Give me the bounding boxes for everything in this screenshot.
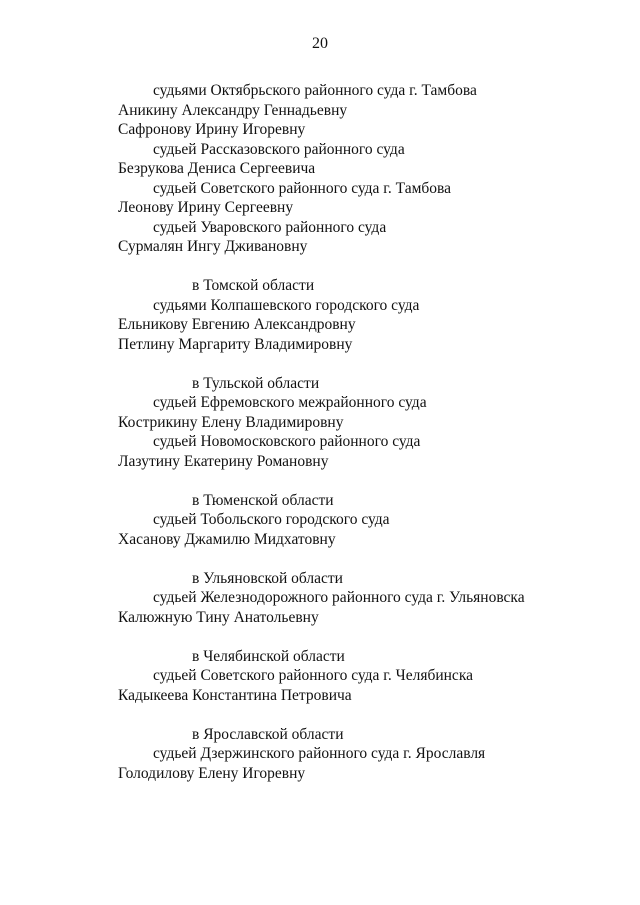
court-position-line: судьей Ефремовского межрайонного суда (153, 394, 427, 411)
judge-name-line: Кадыкеева Константина Петровича (118, 686, 352, 704)
appointment-section (0, 549, 640, 627)
court-position-line: судьями Октябрьского районного суда г. Тамбова (153, 82, 477, 99)
page-number: 20 (312, 35, 328, 52)
court-position-line: судьей Уваровского районного суда (153, 218, 387, 236)
section-spacer (0, 627, 640, 647)
judge-name-line: Сафронову Ирину Игоревну (118, 121, 306, 138)
court-position-line: судьей Советского районного суда г. Челябинска (153, 667, 473, 684)
region-heading: в Ярославской области (192, 725, 344, 743)
region-heading: в Томской области (192, 277, 315, 294)
court-position-line: судьей Дзержинского районного суда г. Ярославля (153, 745, 486, 762)
judge-name-line: Калюжную Тину Анатольевну (118, 608, 319, 626)
appointment-section (0, 471, 640, 549)
court-position-line: судьей Железнодорожного районного суда г. Ульяновска (153, 589, 525, 606)
judge-name-line: Петлину Маргариту Владимировну (118, 335, 353, 353)
judge-name-line: Лазутину Екатерину Романовну (118, 452, 329, 470)
judge-name-line: Леонову Ирину Сергеевну (118, 199, 294, 216)
court-position-line: судьей Новомосковского районного суда (153, 433, 421, 450)
judge-name-line: Ельникову Евгению Александровну (118, 316, 356, 333)
judge-name-line: Хасанову Джамилю Мидхатовну (118, 530, 336, 548)
region-heading: в Ульяновской области (192, 569, 343, 587)
judge-name-line: Сурмалян Ингу Дживановну (118, 238, 308, 255)
appointment-section (0, 627, 640, 705)
judge-name-line: Аникину Александру Геннадьевну (118, 101, 348, 119)
appointment-section (0, 81, 640, 257)
court-position-line: судьей Советского районного суда г. Тамбова (153, 179, 452, 197)
section-spacer (0, 354, 640, 374)
court-position-line: судьей Рассказовского районного суда (153, 140, 405, 158)
judge-name-line: Безрукова Дениса Сергеевича (118, 160, 316, 177)
document-body (0, 81, 640, 783)
section-spacer (0, 549, 640, 569)
court-position-line: судьями Колпашевского городского суда (153, 296, 420, 314)
appointment-section (0, 257, 640, 355)
section-spacer (0, 257, 640, 277)
appointment-section (0, 354, 640, 471)
section-spacer (0, 471, 640, 491)
judge-name-line: Голодилову Елену Игоревну (118, 764, 306, 782)
region-heading: в Челябинской области (192, 647, 345, 665)
judge-name-line: Кострикину Елену Владимировну (118, 413, 344, 431)
appointment-section (0, 705, 640, 783)
region-heading: в Тюменской области (192, 491, 334, 509)
section-spacer (0, 705, 640, 725)
court-position-line: судьей Тобольского городского суда (153, 511, 390, 528)
region-heading: в Тульской области (192, 374, 320, 392)
